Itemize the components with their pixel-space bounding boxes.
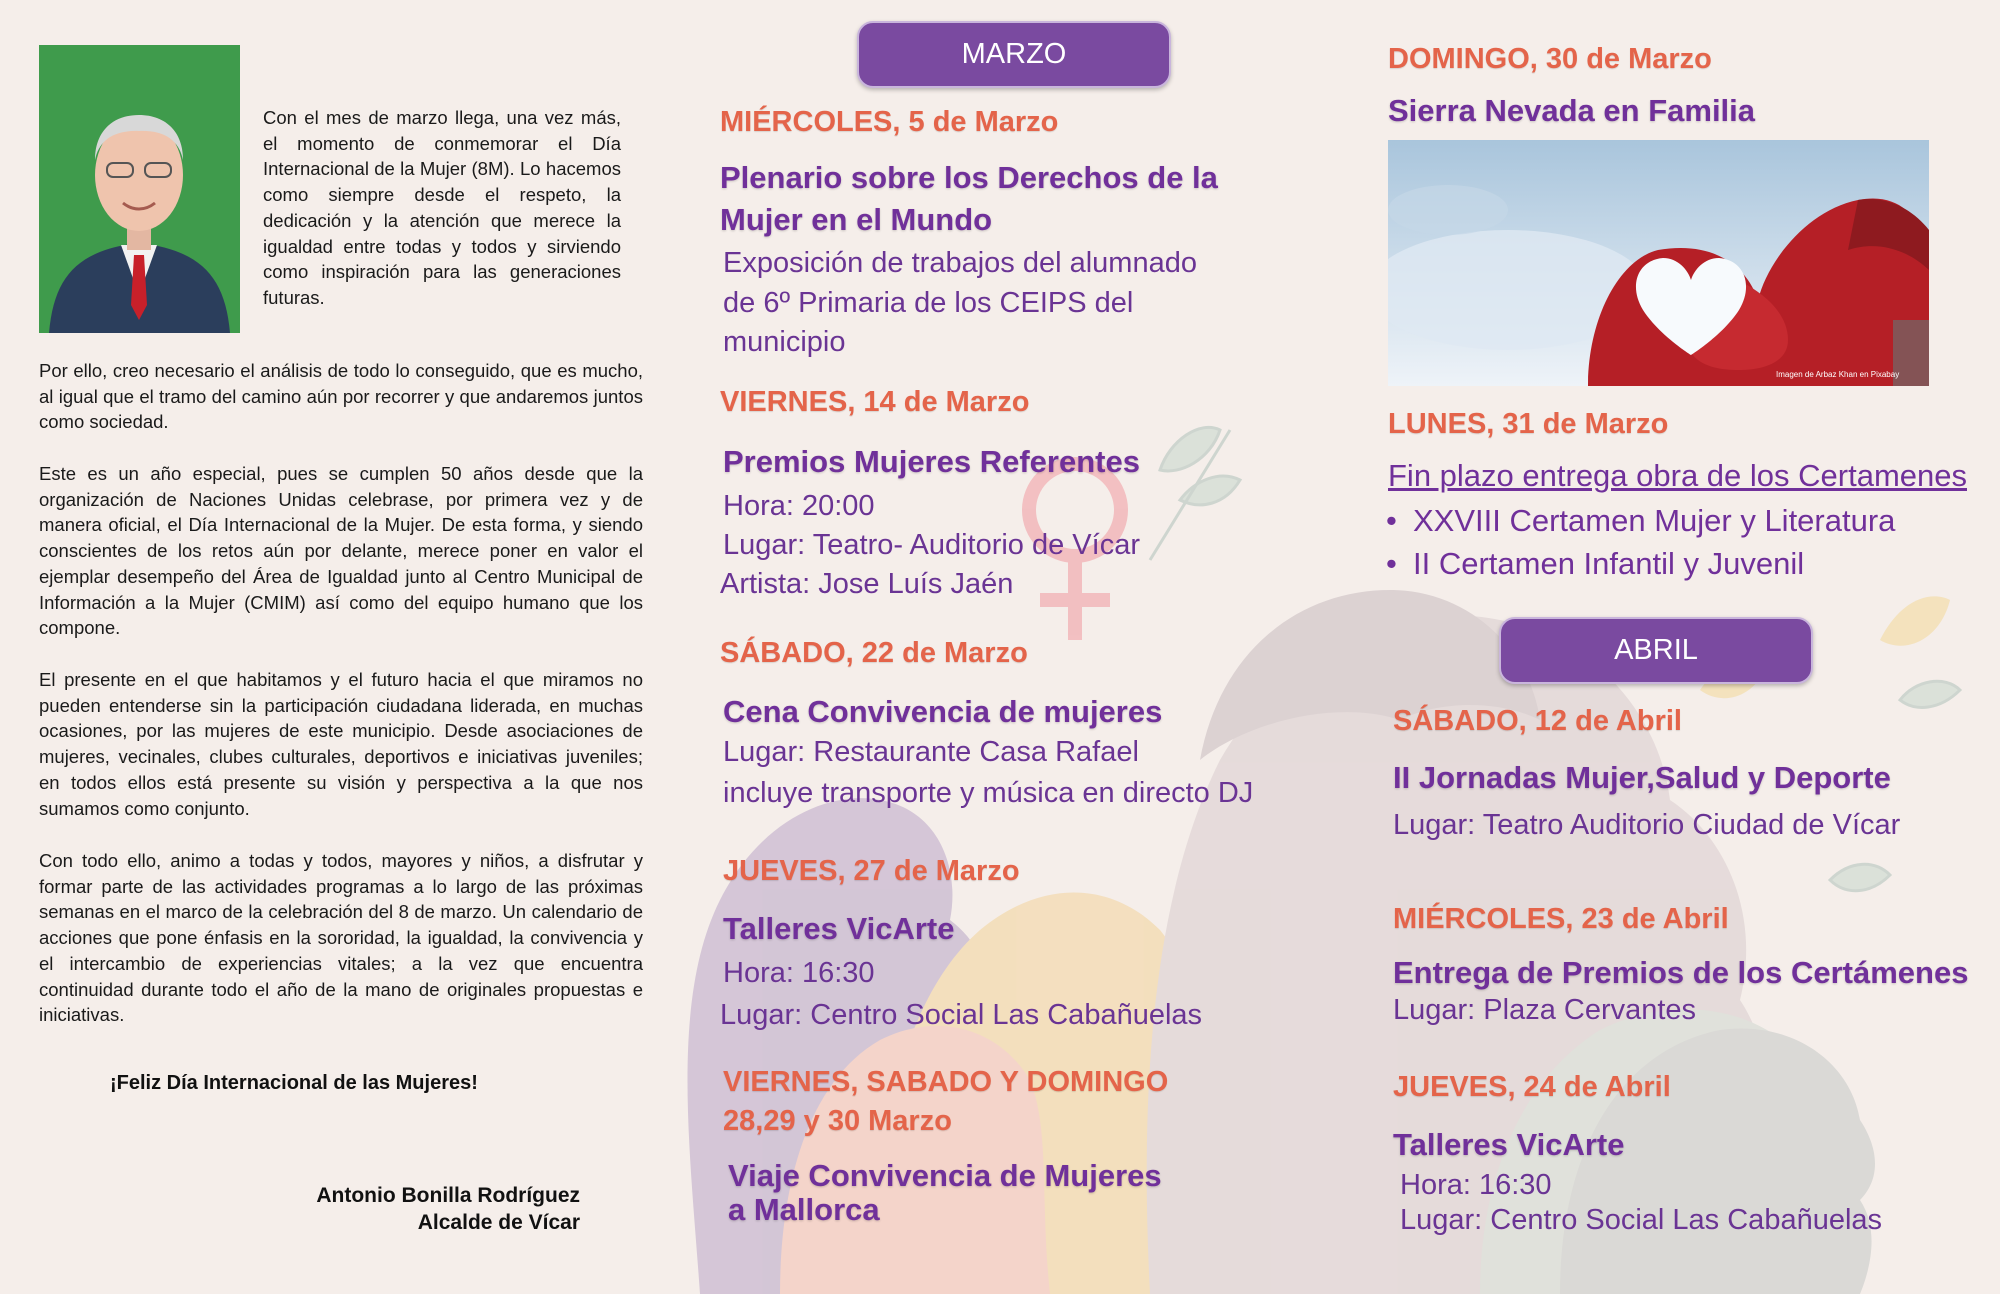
event-title: Plenario sobre los Derechos de la xyxy=(720,160,1218,195)
event-title: Cena Convivencia de mujeres xyxy=(723,694,1163,729)
event-detail: municipio xyxy=(723,326,846,358)
event-title: Sierra Nevada en Familia xyxy=(1388,93,1756,128)
event-title: Talleres VicArte xyxy=(1393,1127,1625,1162)
letter-paragraph: El presente en el que habitamos y el futuro hacia el que miramos no pueden entenderse sin la participación ciudadana liderada, en muchas ocasiones, por las mujeres de este municipio. Desde asociaciones de mujeres, vecinales, clubes culturales, deportivos e iniciativas juveniles; en todos ellos está presente su visión y perspectiva a la que nos sumamos como conjunto. xyxy=(39,669,643,819)
event-detail: Hora: 16:30 xyxy=(1400,1169,1552,1201)
greeting: ¡Feliz Día Internacional de las Mujeres! xyxy=(110,1072,478,1094)
event-detail: Exposición de trabajos del alumnado xyxy=(723,247,1197,279)
event-title: II Jornadas Mujer,Salud y Deporte xyxy=(1393,760,1891,795)
event-detail: incluye transporte y música en directo DJ xyxy=(723,777,1254,809)
mayor-portrait xyxy=(39,45,240,333)
signature-name: Antonio Bonilla Rodríguez xyxy=(316,1184,580,1207)
certamen-deadline-link[interactable]: Fin plazo entrega obra de los Certamenes xyxy=(1388,458,1967,493)
event-date: 28,29 y 30 Marzo xyxy=(723,1105,952,1137)
event-title: Viaje Convivencia de Mujeres xyxy=(728,1158,1162,1193)
event-title: Mujer en el Mundo xyxy=(720,202,993,237)
photo-credit: Imagen de Arbaz Khan en Pixabay xyxy=(1776,370,1900,379)
event-title: Entrega de Premios de los Certámenes xyxy=(1393,955,1969,990)
letter-paragraph: Por ello, creo necesario el análisis de todo lo conseguido, que es mucho, al igual que el tramo del camino aún por recorrer y que andaremos juntos como sociedad. xyxy=(39,360,643,433)
event-detail: Artista: Jose Luís Jaén xyxy=(720,568,1014,600)
event-date: DOMINGO, 30 de Marzo xyxy=(1388,43,1712,75)
event-date: VIERNES, 14 de Marzo xyxy=(720,386,1030,418)
event-detail: Lugar: Plaza Cervantes xyxy=(1393,994,1697,1026)
month-header-march: MARZO xyxy=(857,21,1171,88)
event-date: VIERNES, SABADO Y DOMINGO xyxy=(723,1066,1169,1098)
event-detail: Lugar: Centro Social Las Cabañuelas xyxy=(1400,1204,1883,1236)
event-date: SÁBADO, 22 de Marzo xyxy=(720,637,1028,669)
event-date: JUEVES, 27 de Marzo xyxy=(723,855,1020,887)
event-title: Premios Mujeres Referentes xyxy=(723,444,1140,479)
event-date: MIÉRCOLES, 23 de Abril xyxy=(1393,903,1729,935)
event-detail: Lugar: Centro Social Las Cabañuelas xyxy=(720,999,1203,1031)
event-date: LUNES, 31 de Marzo xyxy=(1388,408,1669,440)
list-item: • XXVIII Certamen Mujer y Literatura xyxy=(1413,499,1895,542)
event-date: SÁBADO, 12 de Abril xyxy=(1393,705,1682,737)
intro-paragraph: Con el mes de marzo llega, una vez más, el momento de conmemorar el Día Internacional de la Mujer (8M). Lo hacemos como siempre desde el respeto, la dedicación y la atención que merece la igualdad entre todas y todos y sirviendo como inspiración para las generaciones futuras. xyxy=(263,107,621,308)
list-item: • II Certamen Infantil y Juvenil xyxy=(1413,542,1895,585)
event-detail: Lugar: Teatro Auditorio Ciudad de Vícar xyxy=(1393,809,1901,841)
snow-heart-photo xyxy=(1388,140,1929,386)
letter-paragraph: Este es un año especial, pues se cumplen 50 años desde que la organización de Naciones Unidas celebrase, por primera vez y de manera oficial, el Día Internacional de la Mujer. De esta forma, y siendo conscientes de los retos aún por delante, merece poner en valor el ejemplar desempeño del Área de Igualdad junto al Centro Municipal de Información a la Mujer (CMIM) así como del equipo humano que los compone. xyxy=(39,463,643,639)
event-detail: Lugar: Teatro- Auditorio de Vícar xyxy=(723,529,1140,561)
event-detail: Hora: 20:00 xyxy=(723,490,875,522)
event-detail: Lugar: Restaurante Casa Rafael xyxy=(723,736,1139,768)
month-header-april: ABRIL xyxy=(1499,617,1813,684)
certamen-list xyxy=(1413,499,1895,585)
event-detail: de 6º Primaria de los CEIPS del xyxy=(723,287,1134,319)
event-title: a Mallorca xyxy=(728,1192,880,1227)
signature-role: Alcalde de Vícar xyxy=(417,1211,580,1234)
event-date: MIÉRCOLES, 5 de Marzo xyxy=(720,106,1059,138)
letter-paragraph: Con todo ello, animo a todas y todos, mayores y niños, a disfrutar y formar parte de las actividades programas a lo largo de las próximas semanas en el marco de la celebración del 8 de marzo. Un calendario de acciones que pone énfasis en la sororidad, la igualdad, la convivencia y el intercambio de experiencias vitales; a la vez que encuentra continuidad durante todo el año de la mano de originales propuestas e iniciativas. xyxy=(39,850,643,1026)
event-detail: Hora: 16:30 xyxy=(723,957,875,989)
event-date: JUEVES, 24 de Abril xyxy=(1393,1071,1671,1103)
event-title: Talleres VicArte xyxy=(723,911,955,946)
